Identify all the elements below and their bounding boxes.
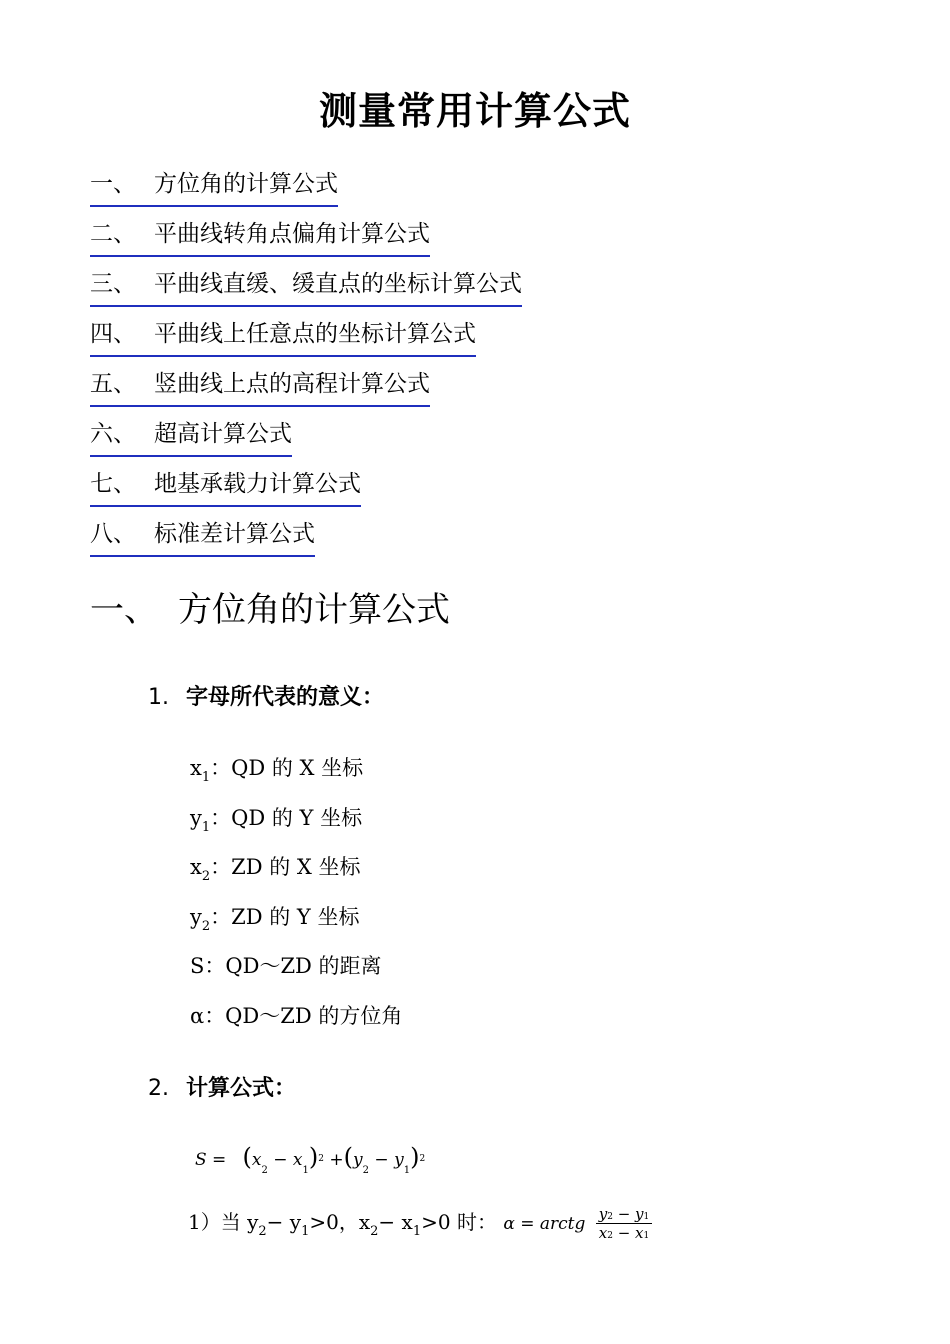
toc-link-underline [90,315,476,357]
right-paren: ) [410,1143,420,1171]
definition-row [190,950,402,1000]
formula-y: y [353,1150,363,1170]
toc-text: 地基承载力计算公式 [154,471,361,497]
definition-row [190,901,402,951]
left-paren: ( [343,1143,354,1171]
toc-number: 五、 [90,371,136,397]
frac-sub: 2 [607,1212,613,1222]
toc-number: 七、 [90,471,136,497]
definition-subscript: 2 [201,918,211,934]
toc-number: 八、 [90,521,136,547]
formula-minus: − [273,1150,288,1170]
formula-sup: 2 [318,1154,324,1164]
definition-symbol: S [190,954,205,979]
definition-description: ：QD～ZD 的距离 [204,954,382,979]
formula-x: x [251,1150,262,1170]
toc-number: 四、 [90,321,136,347]
definition-description: ：ZD 的 X 坐标 [210,855,361,880]
right-paren: ) [308,1143,319,1171]
definition-symbol: y [190,805,202,830]
toc-link-underline [90,365,430,407]
subheading-formula [148,1071,296,1102]
formula-y: y [394,1150,404,1170]
toc-number: 一、 [90,171,136,197]
formula-plus: + [329,1150,344,1170]
definition-row [190,851,402,901]
toc-link-5[interactable] [90,365,522,415]
subheading-number: 1. [148,685,169,710]
frac-sub: 1 [643,1212,650,1222]
toc-text: 方位角的计算公式 [154,171,338,197]
toc-link-4[interactable] [90,315,522,365]
formula-sub: 2 [362,1165,370,1176]
frac-sub: 2 [607,1231,613,1241]
left-paren: ( [242,1143,252,1171]
definition-subscript: 1 [201,770,211,785]
definition-description: ：QD 的 X 坐标 [210,756,364,780]
toc-link-underline [90,465,361,507]
formula-minus: − [374,1150,389,1170]
toc-link-underline [90,265,522,307]
toc-text: 标准差计算公式 [154,521,315,547]
case-text: >0，x [309,1210,371,1234]
section-heading [90,582,450,631]
definition-subscript: 1 [201,819,211,835]
formula-sub: 1 [302,1165,309,1176]
toc-link-2[interactable] [90,215,522,265]
definition-row [190,802,402,852]
case-sub: 2 [258,1224,267,1239]
subheading-meanings [148,680,384,711]
definition-description: ：QD～ZD 的方位角 [204,1003,403,1028]
distance-formula [195,1143,426,1176]
subheading-text: 计算公式： [186,1076,297,1101]
fraction-denominator [596,1224,653,1242]
definition-description: ：QD 的 Y 坐标 [210,805,363,830]
toc-link-1[interactable] [90,165,522,215]
case-text: − x [378,1210,413,1234]
toc-text: 平曲线转角点偏角计算公式 [154,221,430,247]
fraction-numerator [596,1205,653,1224]
table-of-contents [90,165,522,565]
toc-text: 竖曲线上点的高程计算公式 [154,371,430,397]
toc-text: 平曲线上任意点的坐标计算公式 [154,321,476,347]
definition-symbol: x [190,855,202,880]
page-title: 测量常用计算公式 [318,89,631,133]
toc-text: 超高计算公式 [154,421,292,447]
toc-link-underline [90,165,338,207]
formula-sub: 2 [261,1165,268,1176]
frac-op: − x [617,1224,644,1242]
case-sub: 1 [412,1224,422,1239]
toc-link-3[interactable] [90,265,522,315]
case-text: 1）当 y [188,1210,259,1234]
toc-text: 平曲线直缓、缓直点的坐标计算公式 [154,271,522,297]
case-sub: 2 [370,1224,379,1239]
toc-link-underline [90,215,430,257]
frac-sub: 1 [643,1231,650,1241]
formula-sub: 1 [403,1165,411,1176]
frac-var: y [598,1205,608,1223]
formula-lhs: S = [195,1150,227,1170]
case-sub: 1 [301,1224,310,1239]
toc-link-underline [90,515,315,557]
section-title: 方位角的计算公式 [178,590,450,630]
fraction [596,1205,653,1242]
definitions-list [190,752,402,1050]
definition-description: ：ZD 的 Y 坐标 [210,904,360,929]
frac-op: − y [617,1205,644,1223]
toc-link-8[interactable] [90,515,522,565]
formula-x: x [292,1150,303,1170]
subheading-text: 字母所代表的意义： [186,685,385,710]
definition-symbol: x [190,756,202,780]
formula-sup: 2 [419,1154,426,1164]
definition-subscript: 2 [201,869,211,885]
toc-link-underline [90,415,292,457]
section-number: 一、 [90,590,158,630]
toc-link-7[interactable] [90,465,522,515]
subheading-number: 2. [148,1076,169,1101]
case-1-formula [188,1205,652,1242]
toc-number: 三、 [90,271,136,297]
toc-link-6[interactable] [90,415,522,465]
arctg-label: α = arctg [503,1214,586,1234]
definition-symbol: α [190,1003,205,1028]
toc-number: 二、 [90,221,136,247]
toc-number: 六、 [90,421,136,447]
frac-var: x [598,1224,608,1242]
definition-row [190,752,402,802]
definition-row [190,1000,402,1050]
case-text: >0 时： [421,1210,497,1234]
case-text: − y [266,1210,302,1234]
definition-symbol: y [190,904,202,929]
